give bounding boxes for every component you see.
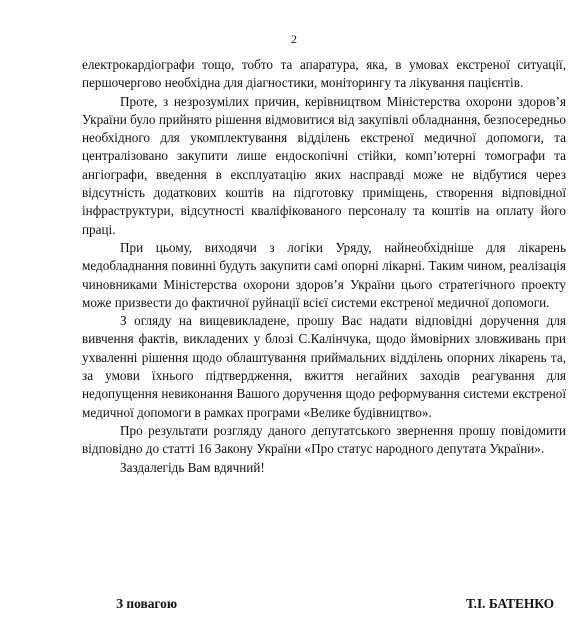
paragraph-ministry-decision: Проте, з незрозумілих причин, керівництвом Міністерства охорони здоров’я України було прийнято рішення відмовитися від закупівлі обладнання, безпосередньо необхідного для укомплектування відділень екстреної медичної допомоги, та централізовано закупити лише ендоскопічні стійки, комп’ютерні томографи та ангіографи, введення в експлуатацію яких насправді може не відбутися через відсутність додаткових коштів на підготовку приміщень, створення відповідної інфраструктури, відсутності кваліфікованого персоналу та коштів на оплату його праці. <box>82 93 566 237</box>
paragraph-thanks: Заздалегідь Вам вдячний! <box>120 459 265 475</box>
signatory-name: Т.І. БАТЕНКО <box>466 596 555 611</box>
paragraph-continuation: електрокардіографи тощо, тобто та апаратура, яка, в умовах екстреної ситуації, першочергово необхідна для діагностики, моніторингу та лікування пацієнтів. <box>82 57 566 91</box>
letter-body <box>82 56 566 477</box>
paragraph-request: З огляду на вищевикладене, прошу Вас надати відповідні доручення для вивчення фактів, викладених у блозі С.Калінчука, щодо ймовірних зловживань при ухваленні рішення щодо облаштування приймальних відділень опорних лікарень та, за умови їхнього підтвердження, вжиття негайних заходів реагування для недопущення невиконання Вашого доручення щодо реформування системи екстреної медичної допомоги в рамках програми «Велике будівництво». <box>82 313 566 420</box>
page-number: 2 <box>291 32 297 46</box>
paragraph-results: Про результати розгляду даного депутатського звернення прошу повідомити відповідно до статті 16 Закону України «Про статус народного депутата України». <box>82 422 566 457</box>
closing-salutation: З повагою <box>116 596 178 611</box>
paragraph-government-logic: При цьому, виходячи з логіки Уряду, найнеобхідніше для лікарень медобладнання повинні будуть закупити самі опорні лікарні. Таким чином, реалізація чиновниками Міністерства охорони здоров’я України цього стратегічного проекту може призвести до фактичної руйнації всієї системи екстреної медичної допомоги. <box>82 239 566 310</box>
